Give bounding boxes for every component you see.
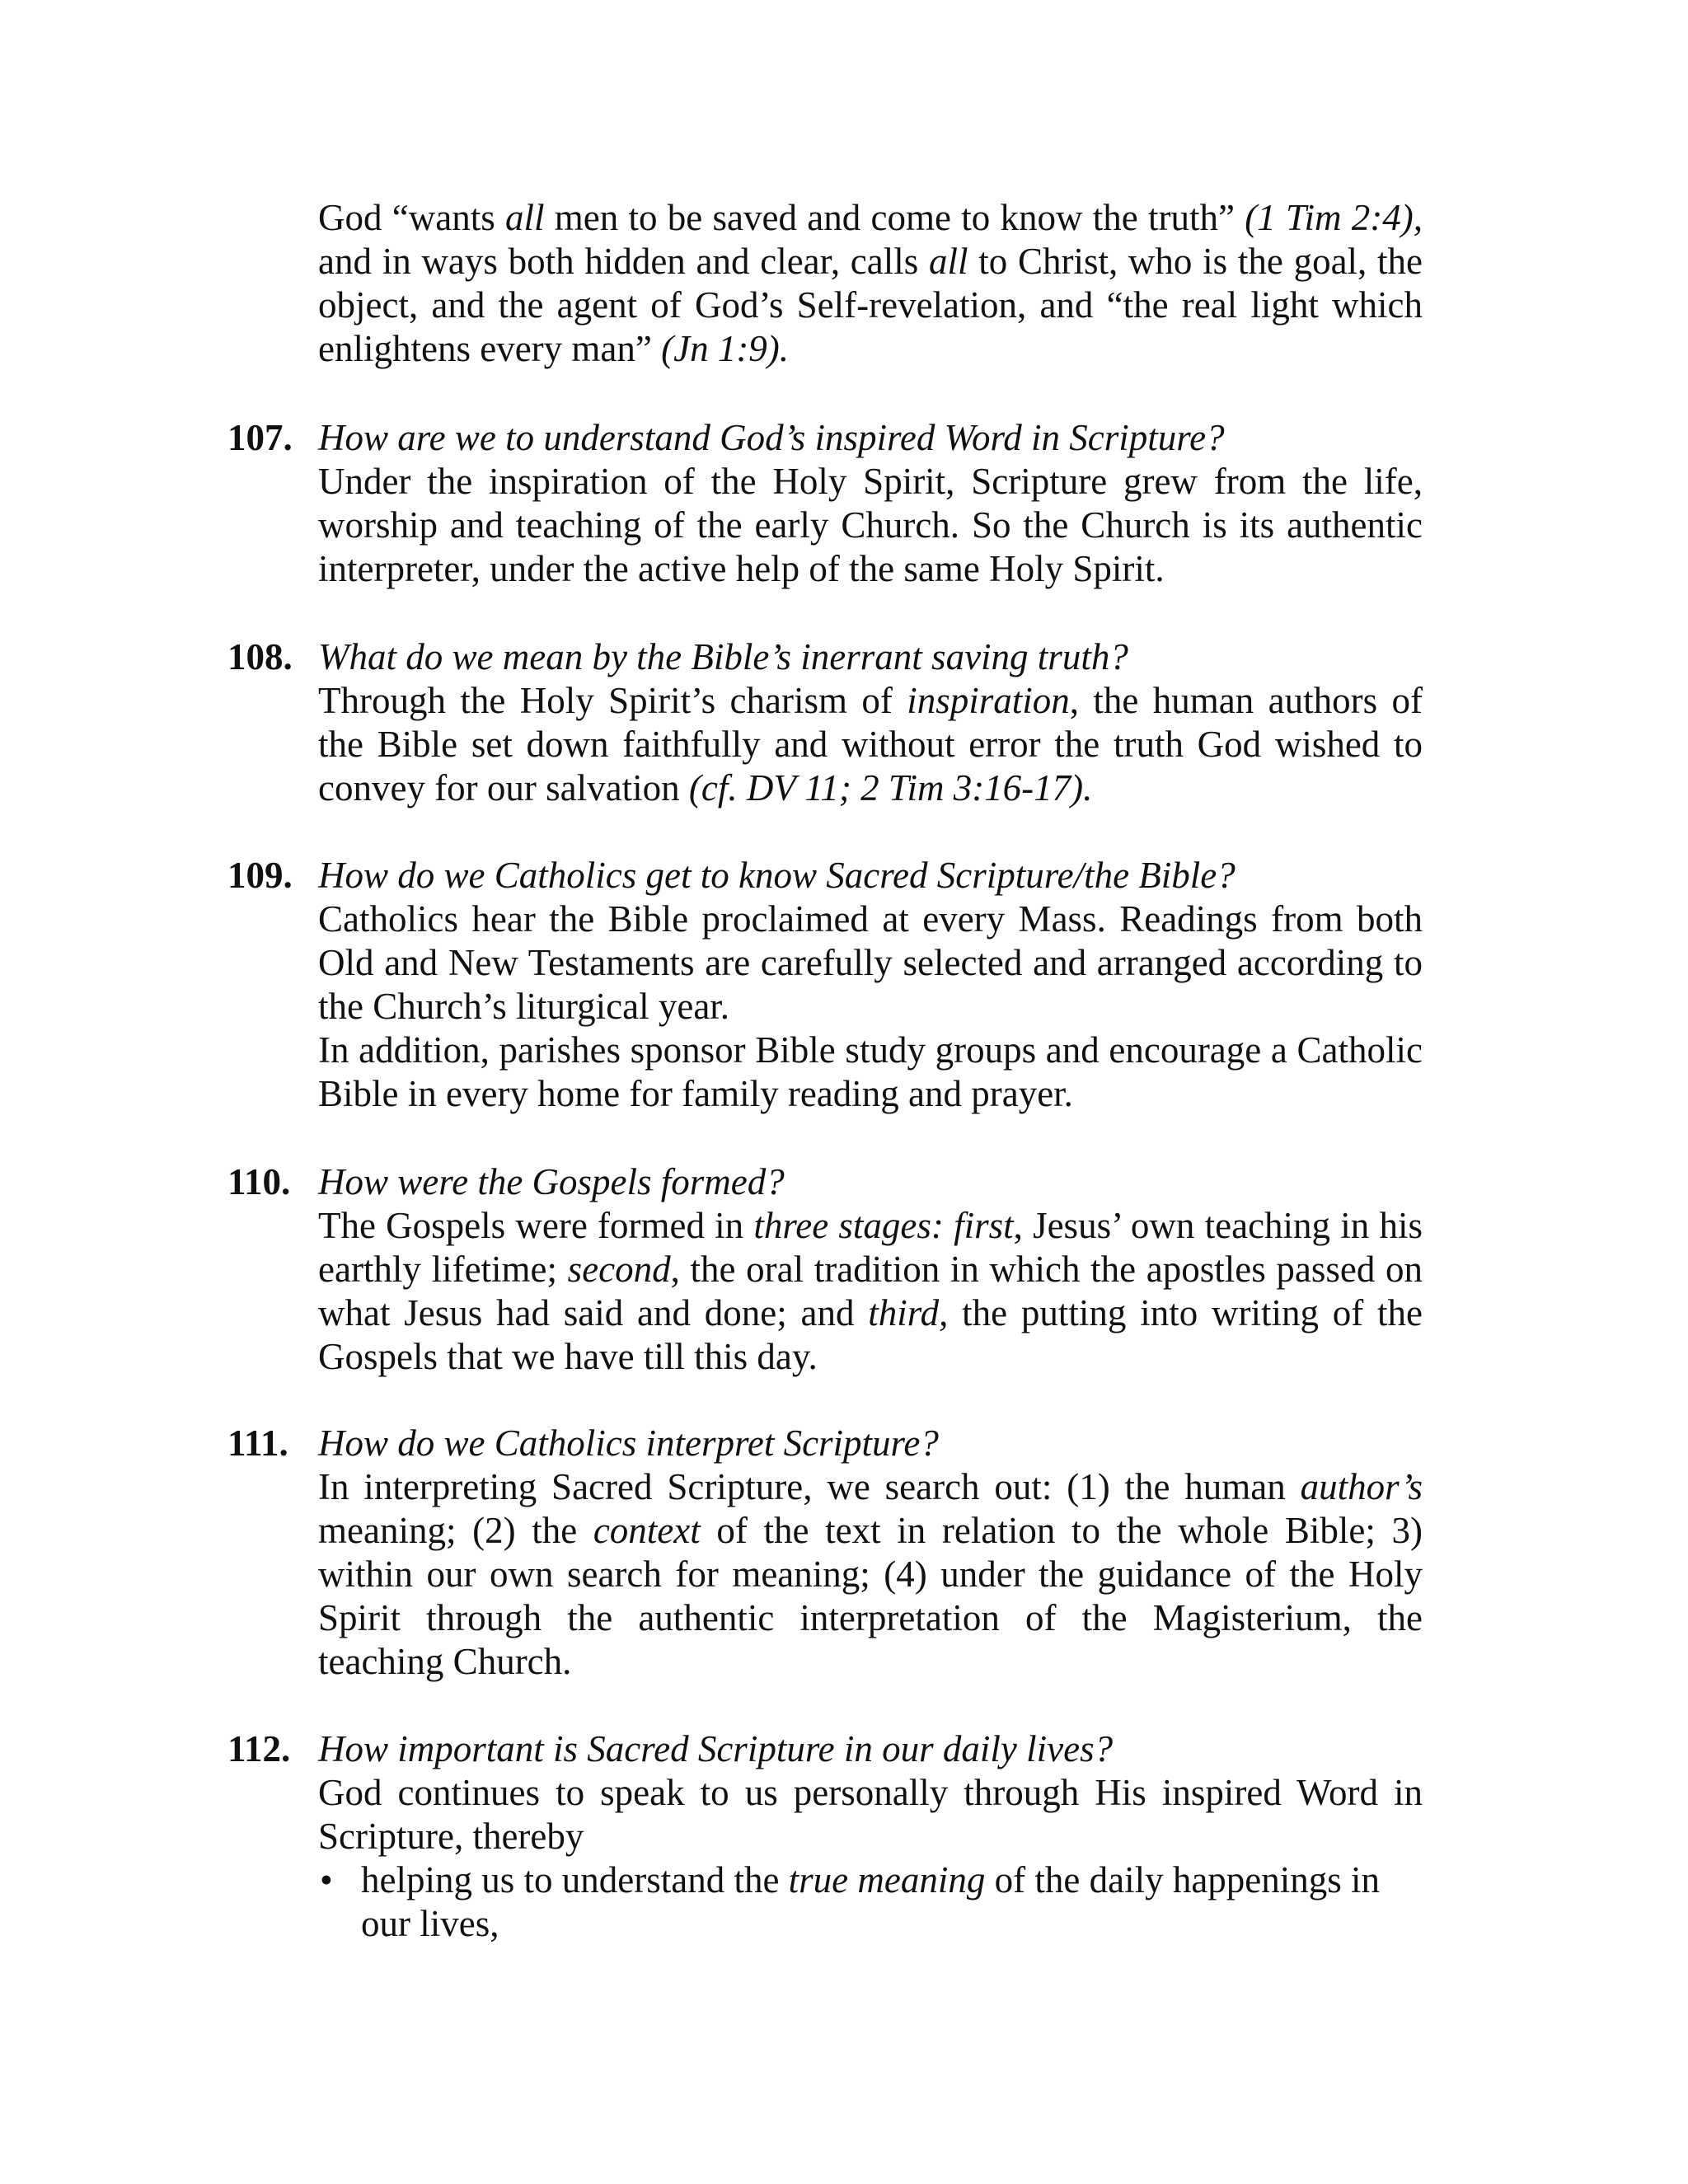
qa-item-111 xyxy=(227,1422,1423,1684)
question-text: How do we Catholics interpret Scripture? xyxy=(318,1422,939,1464)
question-text: How were the Gospels formed? xyxy=(318,1161,785,1202)
emphasis: all xyxy=(505,197,545,238)
scripture-reference: (Jn 1:9). xyxy=(661,328,790,369)
question-line xyxy=(227,1160,1423,1204)
answer-paragraph: In addition, parishes sponsor Bible study groups and encourage a Catholic Bible in every home for family reading and prayer. xyxy=(318,1029,1423,1114)
qa-item-110 xyxy=(227,1160,1423,1379)
question-text: How important is Sacred Scripture in our daily lives? xyxy=(318,1728,1114,1769)
bullet-icon: • xyxy=(320,1859,333,1900)
answer-text: Under the inspiration of the Holy Spirit, Scripture grew from the life, worship and teaching of the early Church. So the Church is its authentic interpreter, under the active help of the same Holy Spirit. xyxy=(318,461,1423,589)
text-span: God “wants xyxy=(318,197,505,238)
answer-text xyxy=(318,1204,1423,1379)
text-span: The Gospels were formed in xyxy=(318,1205,754,1246)
qa-item-107 xyxy=(227,416,1423,591)
question-line xyxy=(227,1727,1423,1771)
qa-item-112 xyxy=(227,1727,1423,1946)
emphasis: inspiration xyxy=(907,680,1070,721)
text-span: and in ways both hidden and clear, calls xyxy=(318,241,929,282)
text-span: of the text in relation to the whole Bible; 3) within our own search for meaning; (4) under the guidance of the Holy Spirit through the authentic interpretation of the Magisterium, the teaching Church. xyxy=(318,1510,1423,1682)
answer-text: God continues to speak to us personally through His inspired Word in Scripture, thereby xyxy=(318,1772,1423,1857)
text-span: , the human authors of the Bible set down faithfully and without error the truth God wished to convey for our salvation xyxy=(318,680,1423,808)
emphasis: third, xyxy=(868,1292,949,1333)
text-span: In interpreting Sacred Scripture, we search out: (1) the human xyxy=(318,1466,1301,1507)
bullet-item xyxy=(318,1858,1423,1946)
bullet-list xyxy=(318,1858,1423,1946)
text-span: meaning; (2) the xyxy=(318,1510,593,1551)
question-text: How do we Catholics get to know Sacred Scripture/the Bible? xyxy=(318,855,1236,896)
answer-text xyxy=(318,898,1423,1116)
emphasis: second xyxy=(567,1249,671,1290)
intro-paragraph xyxy=(318,196,1423,371)
answer-text xyxy=(318,1465,1423,1684)
answer-paragraph: Catholics hear the Bible proclaimed at every Mass. Readings from both Old and New Testaments are carefully selected and arranged according to the Church’s liturgical year. xyxy=(318,898,1423,1027)
question-number: 111. xyxy=(227,1422,288,1464)
qa-item-108 xyxy=(227,635,1423,810)
question-number: 109. xyxy=(227,855,293,896)
question-text: What do we mean by the Bible’s inerrant saving truth? xyxy=(318,636,1128,677)
question-number: 107. xyxy=(227,417,293,458)
text-span: the putting into writing of the Gospels that we have till this day. xyxy=(318,1292,1423,1377)
question-line xyxy=(227,635,1423,679)
text-span: , the oral tradition in which the apostles passed on what Jesus had said and done; and xyxy=(318,1249,1423,1333)
emphasis: context xyxy=(593,1510,701,1551)
qa-item-109 xyxy=(227,854,1423,1116)
scripture-reference: (cf. DV 11; 2 Tim 3:16-17). xyxy=(688,767,1093,808)
question-number: 112. xyxy=(227,1728,291,1769)
question-number: 108. xyxy=(227,636,293,677)
answer-text xyxy=(318,679,1423,810)
emphasis: author’s xyxy=(1300,1466,1423,1507)
text-span: Through the Holy Spirit’s charism of xyxy=(318,680,907,721)
text-span: helping us to understand the xyxy=(361,1859,789,1900)
question-line xyxy=(227,1422,1423,1465)
emphasis: all xyxy=(928,241,968,282)
question-line xyxy=(227,854,1423,898)
emphasis: true meaning xyxy=(788,1859,986,1900)
text-span: men to be saved and come to know the truth” xyxy=(544,197,1245,238)
emphasis: three stages: first xyxy=(753,1205,1014,1246)
question-line xyxy=(227,416,1423,460)
question-text: How are we to understand God’s inspired Word in Scripture? xyxy=(318,417,1225,458)
text-span: of the daily happenings in our lives, xyxy=(361,1859,1381,1944)
text-span: to Christ, who is the goal, the object, and the agent of God’s Self-revelation, and “the real light which enlightens every man” xyxy=(318,241,1423,369)
scripture-reference: (1 Tim 2:4), xyxy=(1245,197,1423,238)
text-span: , Jesus’ own teaching in his earthly lifetime; xyxy=(318,1205,1423,1290)
question-number: 110. xyxy=(227,1161,291,1202)
